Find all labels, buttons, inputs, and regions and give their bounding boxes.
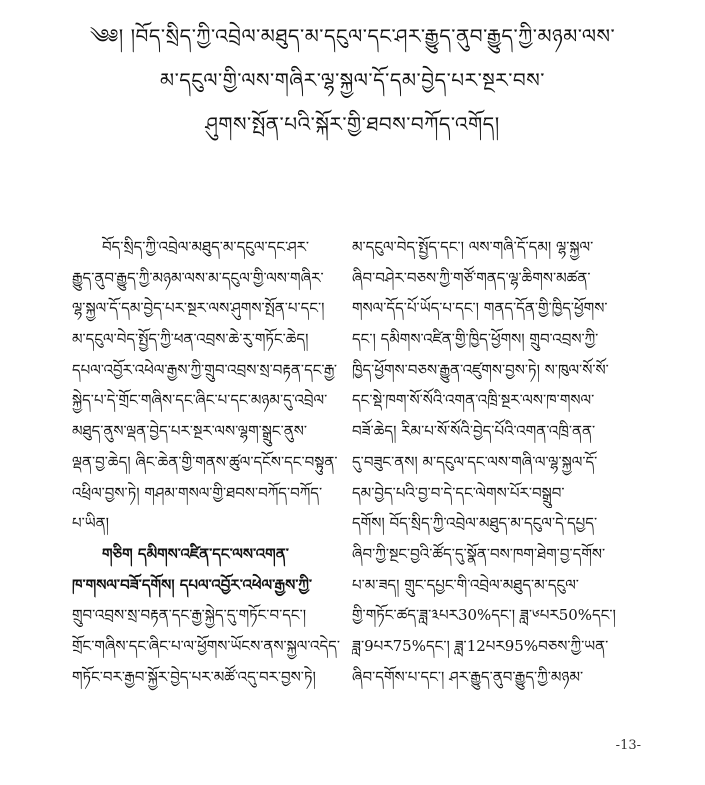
body-line: བོད་སྲིད་ཀྱི་འབྲེལ་མཐུད་མ་དངུལ་དང་ཤར་ (102, 238, 310, 256)
body-line: གྲུབ་འབྲས་སྲ་བརྟན་དང་རྒྱ་སྐྱེད་དུ་གཏོང་བ་དང་། (72, 606, 307, 625)
body-line: གསལ་དོད་པོ་ཡོད་པ་དང་། གནད་དོན་གྱི་ཁྱིད་ཕྱོགས་ (352, 299, 608, 318)
body-line: སྐྱེད་པ་དེ་གྲོང་གཞིས་དང་ཞིང་པ་དང་མཉམ་དུ་འབྲེལ་ (72, 391, 328, 410)
body-line: དང་སྡེ་ཁག་སོ་སོའི་འགན་འཁྲི་སྔར་ལས་ཁ་གསལ་ (352, 391, 595, 410)
body-line: ལྡན་བྱ་ཆེད། ཞིང་ཆེན་གྱི་གནས་ཚུལ་དངོས་དང་བསྟུན་ (72, 452, 338, 471)
body-line: རྒྱུད་ནུབ་རྒྱུད་ཀྱི་མཉམ་ལས་མ་དངུལ་གྱི་ལས་གཞིར་ (72, 268, 324, 287)
page-number: -13- (615, 738, 641, 753)
body-line: པ་ཡིན། (72, 514, 109, 533)
body-line: མཐུད་ནུས་ལྡན་བྱེད་པར་སྔར་ལས་ལྷག་སྒྲུང་ནུས་ (72, 422, 308, 441)
body-line: ཟླ་9པར75%དང་། ཟླ་12པར95%བཅས་ཀྱི་ཡན་ (352, 636, 609, 655)
body-line: འཕྲིལ་བྱས་ཏེ། གཤམ་གསལ་གྱི་ཐབས་བཀོད་བཀོད་ (72, 483, 323, 502)
section-heading-line: ཁ་གསལ་བཟོ་དགོས། དཔལ་འབྱོར་འཕེལ་རྒྱས་ཀྱི་ (72, 575, 313, 594)
title-line-2: མ་དངུལ་གྱི་ལས་གཞིར་ལྷ་སྐྱལ་དོ་དམ་བྱེད་པར་སྔར་བས་ (160, 68, 545, 92)
body-line: པ་མ་ཟད། གྲུང་དཔྱང་གི་འབྲེལ་མཐུད་མ་དངུལ་ (352, 575, 579, 594)
body-line: ཁྱིད་ཕྱོགས་བཅས་རྒྱུན་འཛུགས་བྱས་ཏེ། ས་ཁུལ་སོ་སོ་ (352, 360, 609, 379)
body-line: དུ་བཟུང་ནས། མ་དངུལ་དང་ལས་གཞི་ལ་ལྷ་སྐྱལ་དོ་ (352, 452, 598, 471)
body-line: དཔལ་འབྱོར་འཕེལ་རྒྱས་ཀྱི་གྲུབ་འབྲས་སྲ་བརྟན་དང་རྒྱ་ (72, 360, 338, 379)
body-line: གྲོང་གཞིས་དང་ཞིང་པ་ལ་ཕྱོགས་ཡོངས་ནས་སྐྱལ་འདེད་ (72, 636, 341, 655)
body-line: ལྷ་སྐྱལ་དོ་དམ་བྱེད་པར་སྔར་ལས་ཤུགས་སྤོན་པ་དང་། (72, 299, 325, 318)
body-line: བཟོ་ཆེད། རིམ་པ་སོ་སོའི་བྱེད་པོའི་འགན་འཁྲི་ནན་ (352, 422, 596, 441)
right-text-column (352, 232, 640, 692)
body-line: མ་དངུལ་བེད་སྤྱོད་ཀྱི་ཕན་འབྲས་ཆེ་རུ་གཏོང་ཆེད། (72, 330, 309, 349)
body-line: ཞིབ་ཀྱི་སྔང་བྱའི་ཚོད་དུ་སྣོན་བས་ཁག་ཐེག་བྱ་དགོས་ (352, 544, 606, 563)
body-line: དང་། དམིགས་འཛིན་གྱི་ཁྱིད་ཕྱོགས། གྲུབ་འབྲས་ཀྱི་ (352, 330, 599, 349)
body-line: ཞིབ་བཤེར་བཅས་ཀྱི་གཙོ་གནད་ལྷ་ཆིགས་མཚན་ (352, 268, 591, 287)
title-line-1: ༄༅། །བོད་སྲིད་ཀྱི་འབྲེལ་མཐུད་མ་དངུལ་དང་ཤར་རྒྱུད་ནུབ་རྒྱུད་ཀྱི་མཉམ་ལས་ (89, 24, 616, 48)
body-line: གྱི་གཏོང་ཚད་ཟླ་༣པར30%དང་། ཟླ་༦པར50%དང་། (352, 606, 616, 625)
left-text-column (72, 232, 360, 692)
body-line: མ་དངུལ་བེད་སྤྱོད་དང་། ལས་གཞི་དོ་དམ། ལྷ་སྐྱལ་ (352, 238, 594, 256)
title-line-3: ཤུགས་སྤོན་པའི་སྐོར་གྱི་ཐབས་བཀོད་འགོད། (205, 112, 500, 136)
document-title (40, 14, 665, 146)
body-line: དམ་བྱེད་པའི་བྱ་བ་དེ་དང་ལེགས་པོར་བསྒྲུབ་ (352, 483, 565, 502)
section-heading-line: གཅིག དམིགས་འཛིན་དང་ལས་འགན་ (102, 544, 289, 563)
body-line: ཞིབ་དགོས་པ་དང་། ཤར་རྒྱུད་ནུབ་རྒྱུད་ཀྱི་མཉམ་ (352, 667, 584, 686)
body-line: གཏོང་བར་རྒྱབ་སྐྱོར་བྱེད་པར་མཚོ་འདུ་བར་བྱས་ཏེ། (72, 667, 316, 686)
body-line: དགོས། བོད་སྲིད་ཀྱི་འབྲེལ་མཐུད་མ་དངུལ་དེ་དཔྱད་ (352, 514, 598, 533)
